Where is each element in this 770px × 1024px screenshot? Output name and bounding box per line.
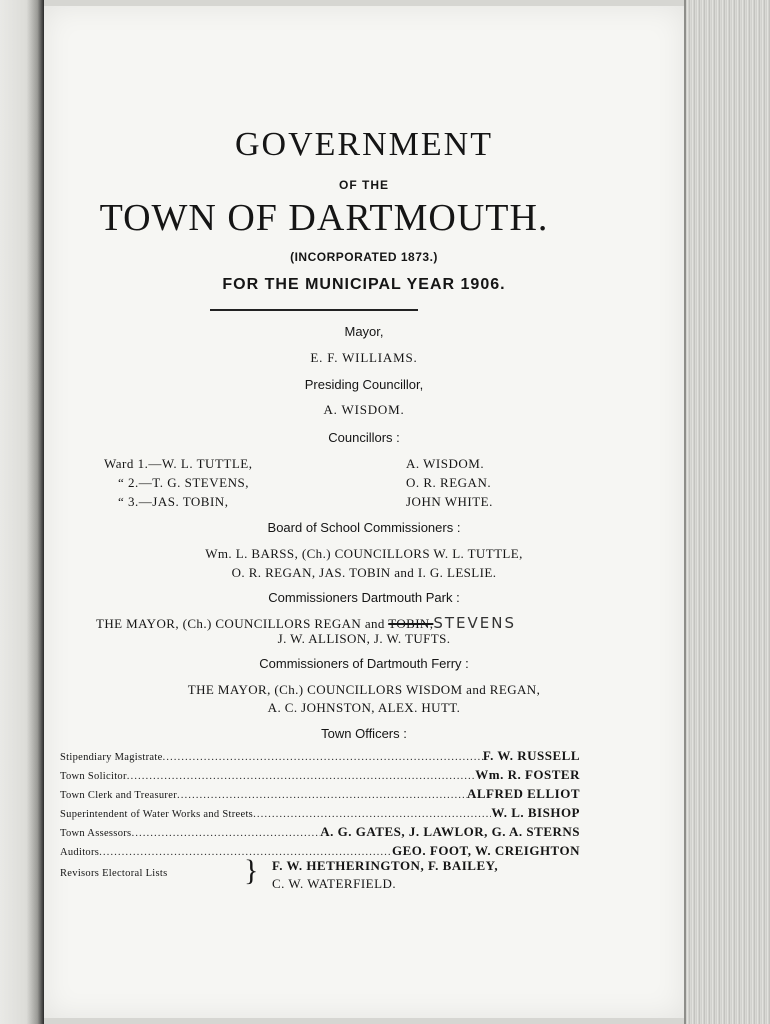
leader-dots xyxy=(177,789,467,801)
park-commissioners-line-2: J. W. ALLISON, J. W. TUFTS. xyxy=(277,631,451,646)
leader-dots xyxy=(127,770,476,782)
ward-3-row: “ 3.—JAS. TOBIN, xyxy=(118,494,229,509)
officer-row-town-clerk xyxy=(60,786,580,802)
park-commissioners-heading: Commissioners Dartmouth Park : xyxy=(268,590,460,605)
officer-label: Town Assessors xyxy=(60,828,132,839)
ward-1-row: Ward 1.—W. L. TUTTLE, xyxy=(104,456,253,471)
revisors-line-1: F. W. HETHERINGTON, F. BAILEY, xyxy=(272,858,499,873)
officer-row-auditors xyxy=(60,843,580,859)
divider-rule xyxy=(210,309,418,311)
mayor-name: E. F. WILLIAMS. xyxy=(310,350,418,365)
brace-icon: } xyxy=(244,854,259,887)
revisors-line-2: C. W. WATERFIELD. xyxy=(272,876,397,891)
handwritten-correction: STEVENS xyxy=(433,614,517,632)
leader-dots xyxy=(163,751,483,763)
councillors-heading: Councillors : xyxy=(328,430,400,445)
struck-name: TOBIN, xyxy=(388,616,434,631)
officer-label: Town Solicitor xyxy=(60,771,127,782)
officer-label: Town Clerk and Treasurer xyxy=(60,790,177,801)
title-government: GOVERNMENT xyxy=(235,126,493,163)
officer-name: Wm. R. FOSTER xyxy=(475,767,580,782)
town-officers-heading: Town Officers : xyxy=(321,726,407,741)
municipal-year: FOR THE MUNICIPAL YEAR 1906. xyxy=(222,276,506,293)
officer-name: F. W. RUSSELL xyxy=(482,748,580,763)
ward-2-row: “ 2.—T. G. STEVENS, xyxy=(118,475,249,490)
ferry-commissioners-line-2: A. C. JOHNSTON, ALEX. HUTT. xyxy=(267,700,461,715)
officer-row-town-assessors xyxy=(60,824,580,840)
officer-label: Stipendiary Magistrate xyxy=(60,752,163,763)
officer-name: W. L. BISHOP xyxy=(491,805,580,820)
officer-row-stipendiary-magistrate xyxy=(60,748,580,764)
officer-name: ALFRED ELLIOT xyxy=(466,786,580,801)
officer-label: Auditors xyxy=(60,847,100,858)
officer-row-town-solicitor xyxy=(60,767,580,783)
title-town-of-dartmouth: TOWN OF DARTMOUTH. xyxy=(99,197,549,239)
school-commissioners-heading: Board of School Commissioners : xyxy=(267,520,461,535)
ward-1-second-councillor: A. WISDOM. xyxy=(406,456,485,471)
title-of-the: OF THE xyxy=(339,178,389,192)
school-commissioners-line-2: O. R. REGAN, JAS. TOBIN and I. G. LESLIE. xyxy=(231,565,497,580)
incorporated-note: (INCORPORATED 1873.) xyxy=(290,250,438,264)
presiding-councillor-name: A. WISDOM. xyxy=(323,402,405,417)
leader-dots xyxy=(253,808,491,820)
ferry-commissioners-heading: Commissioners of Dartmouth Ferry : xyxy=(259,656,469,671)
ward-3-second-councillor: JOHN WHITE. xyxy=(406,494,493,509)
revisors-label: Revisors Electoral Lists xyxy=(60,868,168,879)
leader-dots xyxy=(131,827,320,839)
officer-name: GEO. FOOT, W. CREIGHTON xyxy=(391,843,580,858)
officer-name: A. G. GATES, J. LAWLOR, G. A. STERNS xyxy=(320,824,580,839)
ferry-commissioners-line-1: THE MAYOR, (Ch.) COUNCILLORS WISDOM and REGAN, xyxy=(187,682,541,697)
ward-2-second-councillor: O. R. REGAN. xyxy=(406,475,492,490)
park-commissioners-line-1 xyxy=(96,614,516,632)
school-commissioners-line-1: Wm. L. BARSS, (Ch.) COUNCILLORS W. L. TUTTLE, xyxy=(205,546,523,561)
officer-label: Superintendent of Water Works and Streets xyxy=(60,809,254,820)
mayor-heading: Mayor, xyxy=(344,324,384,339)
park-line-1-text: THE MAYOR, (Ch.) COUNCILLORS REGAN and xyxy=(96,616,385,631)
book-page-edges xyxy=(684,0,770,1024)
presiding-councillor-heading: Presiding Councillor, xyxy=(304,377,424,392)
officer-row-superintendent xyxy=(60,805,580,821)
left-page-edge xyxy=(0,0,44,1024)
